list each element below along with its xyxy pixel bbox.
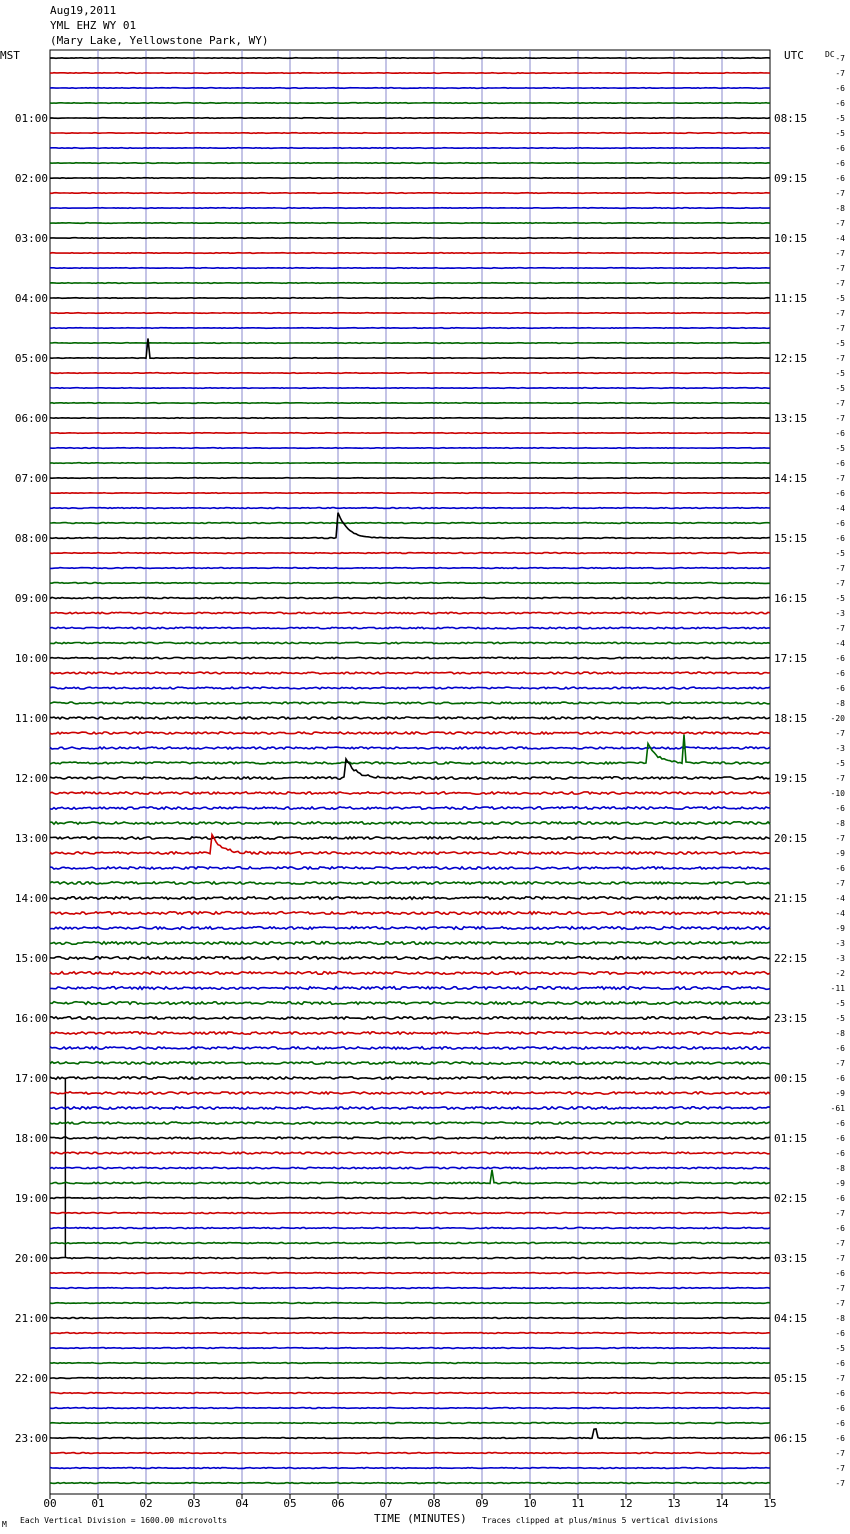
- trace-line: [50, 133, 770, 134]
- trace-line: [50, 1408, 770, 1409]
- utc-hour-label: 09:15: [774, 172, 808, 185]
- mst-hour-label: 02:00: [14, 172, 48, 185]
- trace-line: [50, 702, 770, 704]
- trace-line: [50, 88, 770, 89]
- mst-hour-label: 11:00: [14, 712, 48, 725]
- dc-offset-label: -4: [835, 909, 845, 918]
- trace-line: [50, 1092, 770, 1094]
- x-tick-label: 04: [235, 1497, 249, 1510]
- plot-frame: [50, 50, 770, 1494]
- dc-offset-label: -4: [835, 504, 845, 513]
- trace-line: [50, 1002, 770, 1005]
- dc-offset-label: -3: [835, 609, 845, 618]
- trace-line: [50, 58, 770, 59]
- trace-line: [50, 807, 770, 809]
- trace-line: [50, 1393, 770, 1394]
- utc-hour-label: 21:15: [774, 892, 808, 905]
- trace-line: [50, 1137, 770, 1139]
- x-tick-label: 02: [139, 1497, 153, 1510]
- trace-line: [50, 448, 770, 449]
- trace-line: [50, 687, 770, 689]
- dc-offset-label: -6: [835, 1329, 845, 1338]
- dc-offset-label: -6: [835, 174, 845, 183]
- dc-offset-label: -5: [835, 1344, 845, 1353]
- mst-hour-label: 06:00: [14, 412, 48, 425]
- utc-hour-label: 23:15: [774, 1012, 808, 1025]
- scale-note: Each Vertical Division = 1600.00 microvolts: [20, 1516, 228, 1525]
- trace-line: [50, 493, 770, 494]
- dc-offset-label: -6: [835, 669, 845, 678]
- dc-offset-label: -6: [835, 1269, 845, 1278]
- utc-hour-label: 01:15: [774, 1132, 808, 1145]
- trace-line: [50, 103, 770, 104]
- x-tick-label: 00: [43, 1497, 57, 1510]
- dc-label: DC: [825, 50, 835, 59]
- trace-line: [50, 1423, 770, 1424]
- trace-line: [50, 1122, 770, 1124]
- trace-line: [50, 223, 770, 224]
- trace-line: [50, 553, 770, 554]
- dc-offset-label: -5: [835, 369, 845, 378]
- utc-hour-label: 00:15: [774, 1072, 808, 1085]
- trace-line: [50, 867, 770, 869]
- dc-offset-label: -9: [835, 849, 845, 858]
- dc-offset-label: -5: [835, 114, 845, 123]
- utc-hour-label: 04:15: [774, 1312, 808, 1325]
- x-axis-title: TIME (MINUTES): [374, 1512, 467, 1525]
- utc-hour-label: 03:15: [774, 1252, 808, 1265]
- dc-offset-label: -8: [835, 1029, 845, 1038]
- dc-offset-label: -2: [835, 969, 845, 978]
- trace-line: [50, 1429, 770, 1439]
- station-code: YML EHZ WY 01: [50, 19, 137, 32]
- dc-offset-label: -7: [835, 1299, 845, 1308]
- utc-hour-label: 11:15: [774, 292, 808, 305]
- trace-line: [50, 657, 770, 658]
- trace-line: [50, 339, 770, 359]
- dc-offset-label: -5: [835, 594, 845, 603]
- trace-line: [50, 897, 770, 900]
- dc-offset-label: -7: [835, 1374, 845, 1383]
- trace-line: [50, 238, 770, 239]
- trace-line: [50, 1333, 770, 1334]
- dc-offset-label: -5: [835, 384, 845, 393]
- trace-line: [50, 732, 770, 734]
- mst-hour-label: 05:00: [14, 352, 48, 365]
- utc-hour-label: 10:15: [774, 232, 808, 245]
- x-tick-label: 07: [379, 1497, 393, 1510]
- trace-line: [50, 343, 770, 344]
- dc-offset-label: -7: [835, 69, 845, 78]
- dc-offset-label: -4: [835, 639, 845, 648]
- utc-hour-label: 16:15: [774, 592, 808, 605]
- utc-hour-label: 18:15: [774, 712, 808, 725]
- trace-line: [50, 1152, 770, 1154]
- trace-line: [50, 642, 770, 643]
- trace-line: [50, 313, 770, 314]
- trace-line: [50, 987, 770, 990]
- trace-line: [50, 1062, 770, 1064]
- dc-offset-label: -7: [835, 279, 845, 288]
- x-tick-label: 11: [571, 1497, 585, 1510]
- dc-offset-label: -11: [830, 984, 845, 993]
- x-tick-label: 12: [619, 1497, 633, 1510]
- dc-offset-label: -6: [835, 1194, 845, 1203]
- trace-line: [50, 1047, 770, 1049]
- utc-hour-label: 02:15: [774, 1192, 808, 1205]
- trace-line: [50, 1170, 770, 1184]
- trace-line: [50, 882, 770, 884]
- trace-line: [50, 433, 770, 434]
- dc-offset-label: -6: [835, 534, 845, 543]
- trace-line: [50, 508, 770, 509]
- dc-offset-label: -6: [835, 429, 845, 438]
- dc-offset-label: -20: [830, 714, 845, 723]
- trace-line: [50, 268, 770, 269]
- trace-line: [50, 1242, 770, 1243]
- corner-mark: M: [2, 1520, 7, 1529]
- trace-line: [50, 792, 770, 794]
- dc-offset-label: -6: [835, 84, 845, 93]
- trace-line: [50, 208, 770, 209]
- dc-offset-label: -10: [830, 789, 845, 798]
- dc-offset-label: -6: [835, 1119, 845, 1128]
- trace-line: [50, 178, 770, 179]
- left-axis-label: MST: [0, 49, 20, 62]
- mst-hour-label: 01:00: [14, 112, 48, 125]
- clip-note: Traces clipped at plus/minus 5 vertical divisions: [482, 1516, 719, 1525]
- mst-hour-label: 20:00: [14, 1252, 48, 1265]
- dc-offset-label: -7: [835, 474, 845, 483]
- dc-offset-label: -8: [835, 204, 845, 213]
- dc-offset-label: -6: [835, 159, 845, 168]
- dc-offset-label: -5: [835, 999, 845, 1008]
- trace-line: [50, 1167, 770, 1168]
- trace-line: [50, 1032, 770, 1034]
- trace-line: [50, 1363, 770, 1364]
- dc-offset-label: -7: [835, 309, 845, 318]
- dc-offset-label: -4: [835, 234, 845, 243]
- trace-line: [50, 568, 770, 569]
- dc-offset-label: -7: [835, 1239, 845, 1248]
- utc-hour-label: 08:15: [774, 112, 808, 125]
- dc-offset-label: -5: [835, 444, 845, 453]
- mst-hour-label: 04:00: [14, 292, 48, 305]
- utc-hour-label: 05:15: [774, 1372, 808, 1385]
- mst-hour-label: 16:00: [14, 1012, 48, 1025]
- trace-line: [50, 597, 770, 598]
- trace-line: [50, 612, 770, 613]
- dc-offset-label: -6: [835, 1044, 845, 1053]
- trace-line: [50, 1303, 770, 1304]
- mst-hour-label: 19:00: [14, 1192, 48, 1205]
- trace-line: [50, 1273, 770, 1274]
- dc-offset-label: -7: [835, 834, 845, 843]
- dc-offset-label: -7: [835, 729, 845, 738]
- dc-offset-label: -7: [835, 1059, 845, 1068]
- dc-offset-label: -3: [835, 744, 845, 753]
- x-tick-label: 10: [523, 1497, 537, 1510]
- dc-offset-label: -6: [835, 864, 845, 873]
- trace-line: [50, 328, 770, 329]
- dc-offset-label: -6: [835, 519, 845, 528]
- trace-line: [50, 253, 770, 254]
- dc-offset-label: -7: [835, 414, 845, 423]
- dc-offset-label: -6: [835, 1389, 845, 1398]
- mst-hour-label: 13:00: [14, 832, 48, 845]
- trace-line: [50, 672, 770, 674]
- trace-line: [50, 283, 770, 284]
- trace-line: [50, 193, 770, 194]
- x-tick-label: 09: [475, 1497, 489, 1510]
- dc-offset-label: -7: [835, 54, 845, 63]
- x-tick-label: 03: [187, 1497, 201, 1510]
- dc-offset-label: -7: [835, 564, 845, 573]
- plot-date: Aug19,2011: [50, 4, 117, 17]
- dc-offset-label: -7: [835, 1284, 845, 1293]
- utc-hour-label: 20:15: [774, 832, 808, 845]
- dc-offset-label: -61: [830, 1104, 845, 1113]
- dc-offset-label: -6: [835, 684, 845, 693]
- trace-line: [50, 912, 770, 915]
- trace-line: [50, 1077, 770, 1079]
- trace-line: [50, 1197, 770, 1198]
- trace-line: [50, 388, 770, 389]
- dc-offset-label: -7: [835, 189, 845, 198]
- x-tick-label: 05: [283, 1497, 297, 1510]
- trace-line: [50, 1318, 770, 1319]
- dc-offset-label: -7: [835, 1254, 845, 1263]
- dc-offset-label: -6: [835, 1404, 845, 1413]
- trace-line: [50, 163, 770, 164]
- dc-offset-label: -8: [835, 699, 845, 708]
- trace-line: [50, 972, 770, 975]
- x-tick-label: 13: [667, 1497, 681, 1510]
- dc-offset-label: -7: [835, 354, 845, 363]
- dc-offset-label: -5: [835, 759, 845, 768]
- trace-line: [50, 513, 770, 539]
- trace-line: [50, 1257, 770, 1258]
- mst-hour-label: 18:00: [14, 1132, 48, 1145]
- dc-offset-label: -5: [835, 1014, 845, 1023]
- dc-offset-label: -7: [835, 219, 845, 228]
- dc-offset-label: -7: [835, 1479, 845, 1488]
- dc-offset-label: -6: [835, 804, 845, 813]
- utc-hour-label: 15:15: [774, 532, 808, 545]
- mst-hour-label: 22:00: [14, 1372, 48, 1385]
- trace-line: [50, 148, 770, 149]
- trace-line: [50, 957, 770, 960]
- trace-line: [50, 837, 770, 839]
- x-tick-label: 15: [763, 1497, 777, 1510]
- dc-offset-label: -6: [835, 144, 845, 153]
- trace-line: [50, 1378, 770, 1379]
- trace-line: [50, 73, 770, 74]
- trace-line: [50, 822, 770, 824]
- mst-hour-label: 07:00: [14, 472, 48, 485]
- trace-line: [50, 1348, 770, 1349]
- trace-line: [50, 1017, 770, 1019]
- dc-offset-label: -8: [835, 1314, 845, 1323]
- dc-offset-label: -6: [835, 1074, 845, 1083]
- utc-hour-label: 17:15: [774, 652, 808, 665]
- utc-hour-label: 06:15: [774, 1432, 808, 1445]
- utc-hour-label: 13:15: [774, 412, 808, 425]
- dc-offset-label: -6: [835, 99, 845, 108]
- trace-line: [50, 627, 770, 628]
- trace-line: [50, 1212, 770, 1213]
- trace-line: [50, 118, 770, 119]
- right-axis-label: UTC: [784, 49, 804, 62]
- trace-line: [50, 927, 770, 930]
- dc-offset-label: -6: [835, 459, 845, 468]
- dc-offset-label: -7: [835, 1449, 845, 1458]
- dc-offset-label: -7: [835, 264, 845, 273]
- trace-line: [50, 1227, 770, 1228]
- dc-offset-label: -6: [835, 1359, 845, 1368]
- dc-offset-label: -7: [835, 579, 845, 588]
- x-tick-label: 06: [331, 1497, 345, 1510]
- dc-offset-label: -7: [835, 399, 845, 408]
- trace-line: [50, 717, 770, 719]
- dc-offset-label: -8: [835, 1164, 845, 1173]
- x-tick-label: 08: [427, 1497, 441, 1510]
- dc-offset-label: -9: [835, 924, 845, 933]
- x-tick-label: 14: [715, 1497, 729, 1510]
- mst-hour-label: 09:00: [14, 592, 48, 605]
- dc-offset-label: -5: [835, 129, 845, 138]
- trace-line: [50, 942, 770, 945]
- mst-hour-label: 03:00: [14, 232, 48, 245]
- trace-line: [50, 298, 770, 299]
- mst-hour-label: 08:00: [14, 532, 48, 545]
- dc-offset-label: -8: [835, 819, 845, 828]
- dc-offset-label: -7: [835, 249, 845, 258]
- dc-offset-label: -5: [835, 339, 845, 348]
- dc-offset-label: -9: [835, 1089, 845, 1098]
- trace-line: [50, 747, 770, 749]
- trace-line: [50, 1483, 770, 1484]
- trace-line: [50, 523, 770, 524]
- utc-hour-label: 12:15: [774, 352, 808, 365]
- trace-line: [50, 418, 770, 419]
- mst-hour-label: 17:00: [14, 1072, 48, 1085]
- mst-hour-label: 15:00: [14, 952, 48, 965]
- trace-line: [50, 1453, 770, 1454]
- dc-offset-label: -7: [835, 624, 845, 633]
- trace-line: [50, 1288, 770, 1289]
- mst-hour-label: 21:00: [14, 1312, 48, 1325]
- trace-line: [50, 1468, 770, 1469]
- dc-offset-label: -3: [835, 939, 845, 948]
- dc-offset-label: -7: [835, 1209, 845, 1218]
- trace-line: [50, 1107, 770, 1109]
- dc-offset-label: -4: [835, 894, 845, 903]
- dc-offset-label: -7: [835, 1464, 845, 1473]
- mst-hour-label: 12:00: [14, 772, 48, 785]
- dc-offset-label: -6: [835, 1419, 845, 1428]
- dc-offset-label: -9: [835, 1179, 845, 1188]
- trace-line: [50, 478, 770, 479]
- dc-offset-label: -7: [835, 774, 845, 783]
- mst-hour-label: 23:00: [14, 1432, 48, 1445]
- dc-offset-label: -3: [835, 954, 845, 963]
- trace-line: [50, 373, 770, 374]
- dc-offset-label: -7: [835, 879, 845, 888]
- mst-hour-label: 14:00: [14, 892, 48, 905]
- dc-offset-label: -6: [835, 1149, 845, 1158]
- x-tick-label: 01: [91, 1497, 105, 1510]
- dc-offset-label: -6: [835, 654, 845, 663]
- dc-offset-label: -5: [835, 294, 845, 303]
- mst-hour-label: 10:00: [14, 652, 48, 665]
- dc-offset-label: -5: [835, 549, 845, 558]
- trace-line: [50, 583, 770, 584]
- utc-hour-label: 22:15: [774, 952, 808, 965]
- station-location: (Mary Lake, Yellowstone Park, WY): [50, 34, 269, 47]
- trace-line: [50, 463, 770, 464]
- dc-offset-label: -6: [835, 1224, 845, 1233]
- dc-offset-label: -6: [835, 489, 845, 498]
- dc-offset-label: -7: [835, 324, 845, 333]
- trace-line: [50, 403, 770, 404]
- dc-offset-label: -6: [835, 1134, 845, 1143]
- utc-hour-label: 19:15: [774, 772, 808, 785]
- utc-hour-label: 14:15: [774, 472, 808, 485]
- dc-offset-label: -6: [835, 1434, 845, 1443]
